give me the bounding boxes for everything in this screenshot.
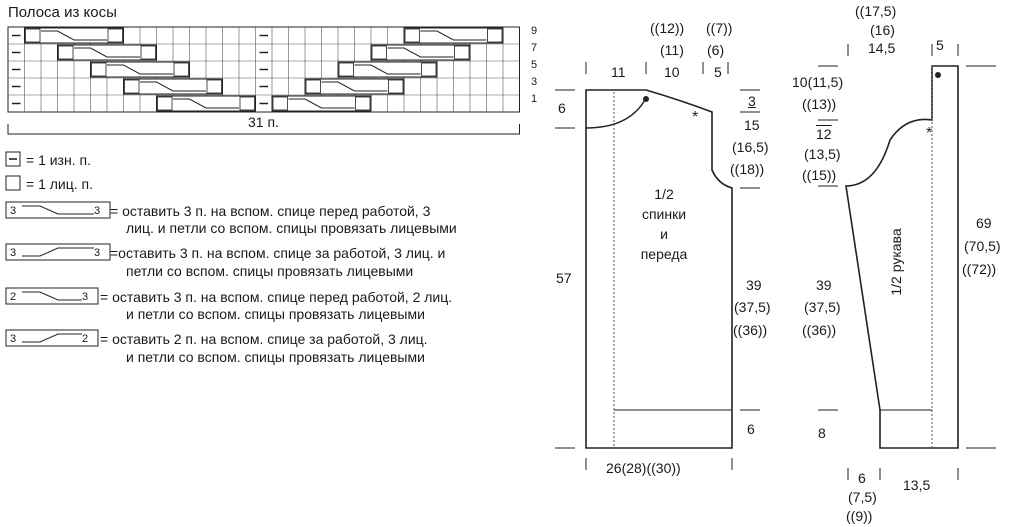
dim-armhole-2: (16,5): [732, 139, 769, 155]
legend-cable-1-line1: = оставить 3 п. на вспом. спице перед работой, 3: [110, 203, 431, 219]
dim-cuff-width-3: ((9)): [846, 508, 873, 524]
body-label-line: 1/2: [654, 186, 674, 202]
sleeve-star: *: [926, 125, 933, 142]
row-number: 5: [531, 59, 538, 71]
dim-armhole-3: ((18)): [730, 161, 765, 177]
dim-sleeve-bottom: 13,5: [903, 477, 931, 493]
shoulder-star: *: [692, 109, 699, 126]
dim-sleeve-cap-4: (13,5): [804, 146, 841, 162]
cable-symbol: [272, 96, 371, 111]
dim-sleeve-cuff: 8: [818, 425, 826, 441]
legend-cable-4-line1: = оставить 2 п. на вспом. спице за работой, 3 лиц.: [100, 331, 428, 347]
body-outline: [586, 90, 732, 448]
legend-sym-num: 3: [82, 291, 89, 303]
dim-top-width-3: 10: [664, 64, 680, 80]
dim-shoulder-drop: 3: [748, 93, 756, 109]
dim-top-width-2: (11): [660, 42, 684, 58]
dim-cuff-width-2: (7,5): [848, 489, 877, 505]
cable-symbol: [157, 96, 256, 111]
dim-sleeve-side-2: (37,5): [804, 299, 841, 315]
dim-sleeve-length-3: ((72)): [962, 261, 997, 277]
dim-sleeve-top-1: ((17,5): [855, 3, 897, 19]
cable-symbol: [404, 28, 503, 43]
dim-top-side-2: (6): [707, 42, 725, 58]
dim-top-side-1: ((7)): [706, 20, 733, 36]
dim-sleeve-top-narrow: 5: [936, 37, 944, 53]
body-label: [624, 184, 704, 264]
legend-cable-3-line1: = оставить 3 п. на вспом. спице перед работой, 2 лиц.: [100, 289, 453, 305]
cable-symbol: [58, 45, 157, 60]
dim-sleeve-cap-5: ((15)): [802, 167, 837, 183]
dim-cuff-width-1: 6: [858, 470, 866, 486]
dim-sleeve-side-3: ((36)): [802, 322, 837, 338]
cable-symbol: [305, 79, 404, 94]
dim-body-side-2: (37,5): [734, 299, 771, 315]
dim-total-height: 57: [556, 270, 572, 286]
cable-symbol: [25, 28, 124, 43]
dim-sleeve-length-2: (70,5): [964, 238, 1001, 254]
dim-armhole-1: 15: [744, 117, 760, 133]
dim-body-rib: 6: [747, 421, 755, 437]
legend-sym-num: 2: [10, 291, 17, 303]
dim-top-width-1: ((12)): [650, 20, 685, 36]
legend-sym-num: 2: [82, 333, 89, 345]
legend-sym-num: 3: [94, 205, 101, 217]
dim-sleeve-top-2: (16): [870, 22, 895, 38]
dim-neck-depth: 6: [558, 100, 566, 116]
dim-shoulder: 11: [611, 64, 626, 80]
legend-sym-num: 3: [10, 333, 17, 345]
cable-symbol: [91, 62, 190, 77]
dim-body-bottom: 26(28)((30)): [606, 460, 681, 476]
sleeve-marker: [935, 72, 941, 78]
legend-cable-4-line2: и петли со вспом. спицы провязать лицевыми: [126, 349, 425, 365]
legend-purl-text: = 1 изн. п.: [26, 152, 91, 168]
row-number: 9: [531, 25, 538, 37]
legend-knit-text: = 1 лиц. п.: [26, 176, 93, 192]
legend-cable-3-line2: и петли со вспом. спицы провязать лицевыми: [126, 306, 425, 322]
chart-title: Полоса из косы: [8, 4, 117, 21]
neckline: [586, 98, 646, 128]
row-number: 3: [531, 76, 538, 88]
sleeve-label: 1/2 рукава: [888, 228, 904, 296]
knit-legend-box: [6, 176, 20, 190]
legend-sym-num: 3: [10, 205, 17, 217]
dim-sleeve-cap-2: ((13)): [802, 96, 837, 112]
legend-cable-2-line1: =оставить 3 п. на вспом. спице за работой, 3 лиц. и: [110, 245, 446, 261]
dim-sleeve-side-1: 39: [816, 277, 832, 293]
legend-cable-2-line2: петли со вспом. спицы провязать лицевыми: [126, 263, 414, 279]
body-label-line: и: [660, 226, 668, 242]
legend-sym-num: 3: [94, 247, 101, 259]
dim-body-side-3: ((36)): [733, 322, 768, 338]
cable-symbol: [338, 62, 437, 77]
cable-symbol: [124, 79, 223, 94]
legend-cable-1-line2: лиц. и петли со вспом. спицы провязать лицевыми: [126, 220, 457, 236]
dim-top-side-3: 5: [714, 64, 722, 80]
dim-sleeve-cap-1: 10(11,5): [792, 74, 844, 90]
cable-symbol: [371, 45, 470, 60]
body-label-line: переда: [640, 246, 688, 262]
dim-sleeve-length-1: 69: [976, 215, 992, 231]
dim-sleeve-cap-3: 12: [816, 126, 832, 142]
body-label-line: спинки: [641, 206, 687, 222]
dim-sleeve-top-3: 14,5: [868, 40, 896, 56]
row-number: 7: [531, 42, 538, 54]
neck-marker: [643, 96, 649, 102]
row-number: 1: [531, 93, 538, 105]
dim-body-side-1: 39: [746, 277, 762, 293]
stitch-count: 31 п.: [248, 114, 279, 130]
legend-sym-num: 3: [10, 247, 17, 259]
